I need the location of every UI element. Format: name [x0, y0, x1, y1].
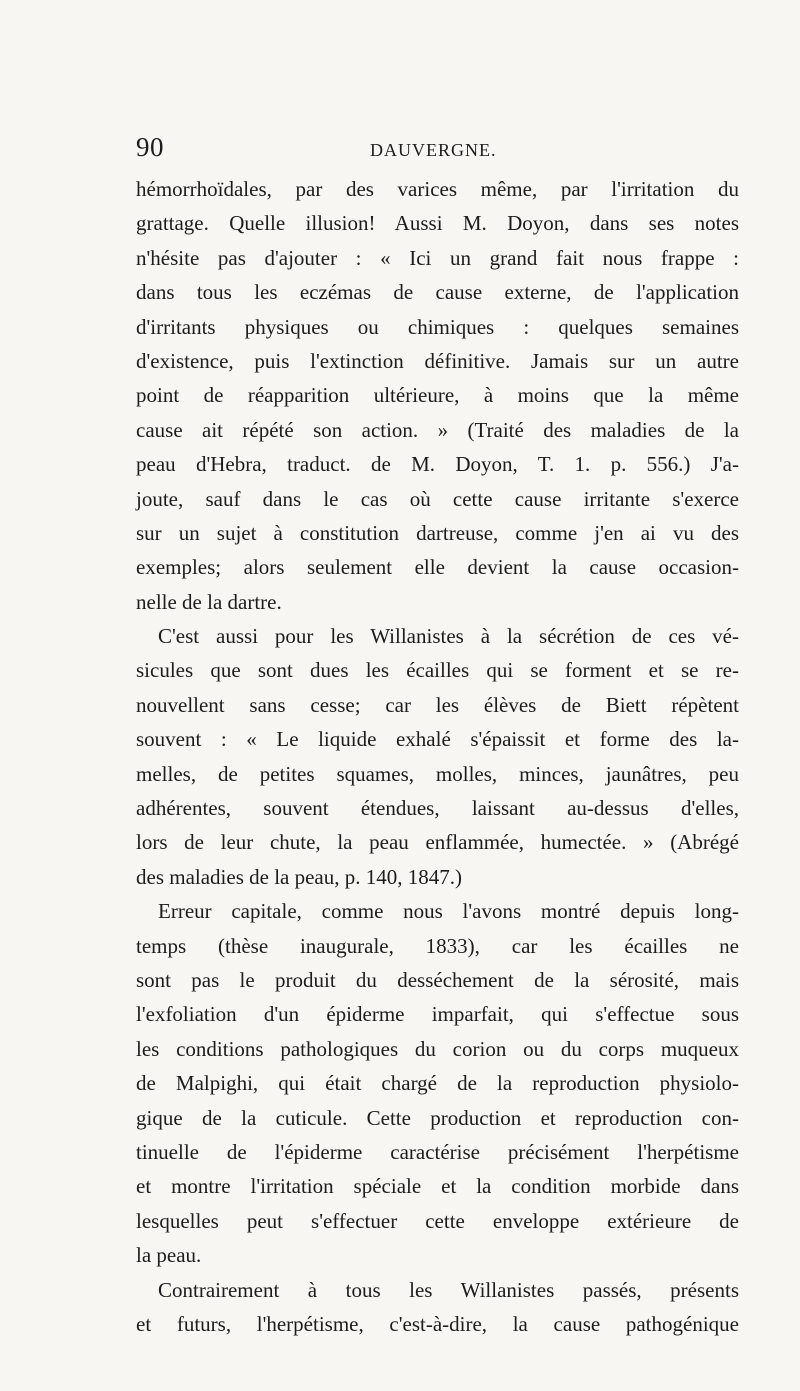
text-line: sont pas le produit du desséchement de la sérosité, mais [136, 967, 739, 992]
body-text [136, 172, 739, 1341]
text-line: grattage. Quelle illusion! Aussi M. Doyon, dans ses notes [136, 211, 739, 236]
text-line: souvent : « Le liquide exhalé s'épaissit et forme des la- [136, 727, 739, 752]
text-line: les conditions pathologiques du corion ou du corps muqueux [136, 1036, 739, 1061]
text-line: C'est aussi pour les Willanistes à la sécrétion de ces vé- [158, 624, 739, 649]
text-line: sur un sujet à constitution dartreuse, comme j'en ai vu des [136, 520, 739, 545]
page-number: 90 [136, 132, 164, 162]
text-line: d'existence, puis l'extinction définitive. Jamais sur un autre [136, 348, 739, 373]
text-line: Erreur capitale, comme nous l'avons montré depuis long- [158, 899, 739, 924]
page-header [136, 132, 739, 168]
text-line: sicules que sont dues les écailles qui se forment et se re- [136, 658, 739, 683]
text-line: gique de la cuticule. Cette production et reproduction con- [136, 1105, 739, 1130]
running-head: DAUVERGNE. [370, 140, 497, 160]
text-line: d'irritants physiques ou chimiques : quelques semaines [136, 314, 739, 339]
text-line: melles, de petites squames, molles, minces, jaunâtres, peu [136, 761, 739, 786]
text-line: tinuelle de l'épiderme caractérise précisément l'herpétisme [136, 1139, 739, 1164]
text-line: la peau. [136, 1243, 202, 1268]
text-line: cause ait répété son action. » (Traité des maladies de la [136, 417, 739, 442]
text-line: des maladies de la peau, p. 140, 1847.) [136, 864, 462, 889]
text-line: et montre l'irritation spéciale et la condition morbide dans [136, 1174, 739, 1199]
text-line: exemples; alors seulement elle devient la cause occasion- [136, 555, 739, 580]
text-line: Contrairement à tous les Willanistes passés, présents [158, 1277, 739, 1302]
text-line: lors de leur chute, la peau enflammée, humectée. » (Abrégé [136, 830, 739, 855]
text-line: lesquelles peut s'effectuer cette enveloppe extérieure de [136, 1208, 739, 1233]
text-line: nouvellent sans cesse; car les élèves de Biett répètent [136, 692, 739, 717]
text-line: dans tous les eczémas de cause externe, de l'application [136, 280, 739, 305]
text-line: joute, sauf dans le cas où cette cause irritante s'exerce [136, 486, 739, 511]
text-line: hémorrhoïdales, par des varices même, par l'irritation du [136, 177, 739, 201]
text-line: temps (thèse inaugurale, 1833), car les écailles ne [136, 933, 739, 958]
text-line: nelle de la dartre. [136, 589, 282, 614]
text-line: l'exfoliation d'un épiderme imparfait, qui s'effectue sous [136, 1002, 739, 1027]
text-line: n'hésite pas d'ajouter : « Ici un grand fait nous frappe : [136, 245, 739, 270]
text-line: et futurs, l'herpétisme, c'est-à-dire, la cause pathogénique [136, 1311, 739, 1336]
text-line: de Malpighi, qui était chargé de la reproduction physiolo- [136, 1071, 739, 1096]
text-line: peau d'Hebra, traduct. de M. Doyon, T. 1. p. 556.) J'a- [136, 452, 739, 477]
text-line: point de réapparition ultérieure, à moins que la même [136, 383, 739, 408]
text-line: adhérentes, souvent étendues, laissant au-dessus d'elles, [136, 796, 739, 821]
